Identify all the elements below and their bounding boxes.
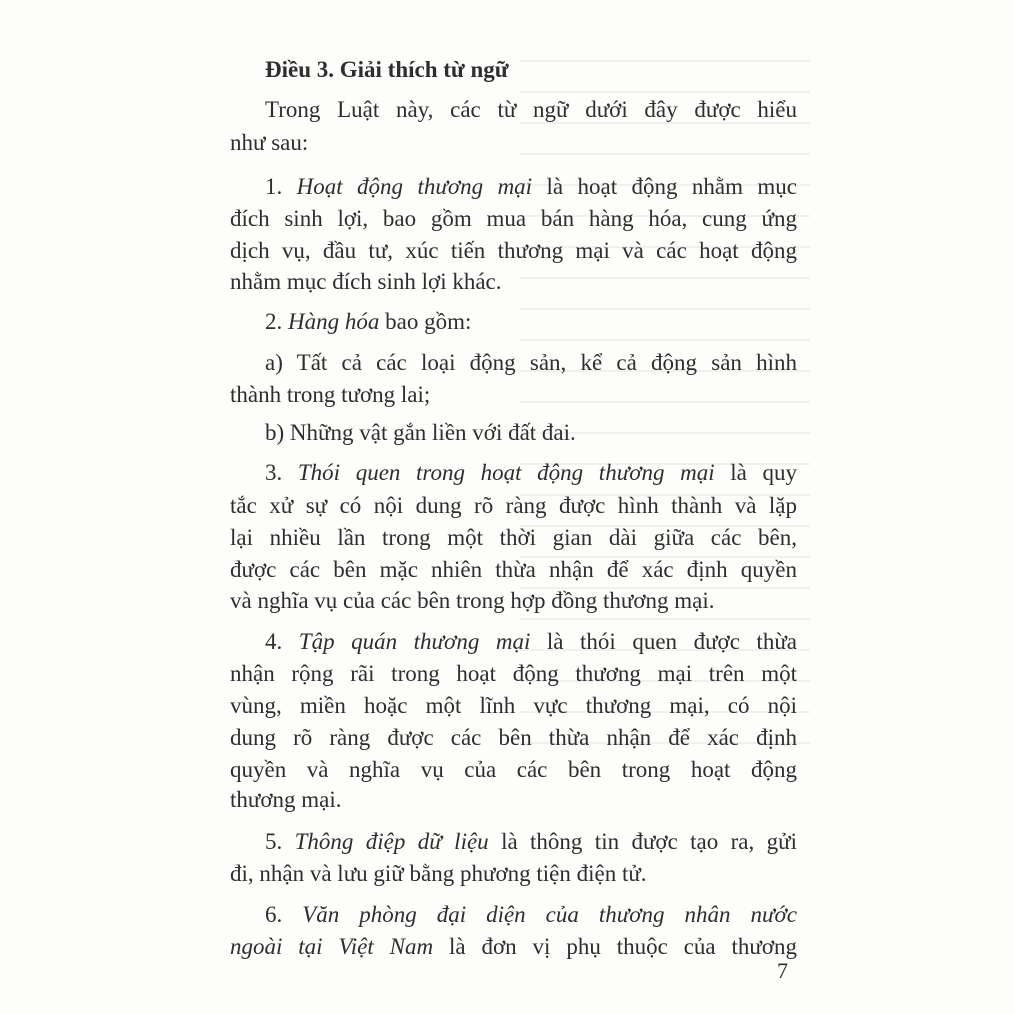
defined-term: Văn phòng đại diện của thương nhân nước bbox=[302, 902, 797, 927]
text-segment: là hoạt động nhằm mục bbox=[532, 174, 797, 199]
defined-term: Thói quen trong hoạt động thương mại bbox=[297, 460, 715, 485]
text-segment: 2. bbox=[265, 309, 288, 334]
text-segment: là quy bbox=[714, 460, 797, 485]
text-segment: đích sinh lợi, bao gồm mua bán hàng hóa, cung ứng bbox=[230, 206, 797, 231]
text-line bbox=[265, 627, 797, 657]
text-line bbox=[265, 95, 797, 125]
text-segment: lại nhiều lần trong một thời gian dài giữa các bên, bbox=[230, 525, 797, 550]
text-line bbox=[230, 523, 797, 553]
text-segment: là đơn vị phụ thuộc của thương bbox=[433, 934, 797, 959]
text-segment: Trong Luật này, các từ ngữ dưới đây được hiểu bbox=[265, 97, 797, 122]
defined-term: Thông điệp dữ liệu bbox=[294, 829, 489, 854]
defined-term: Hoạt động thương mại bbox=[296, 174, 533, 199]
text-line bbox=[230, 691, 797, 721]
text-line bbox=[265, 900, 797, 930]
text-line bbox=[230, 659, 797, 689]
text-segment: tắc xử sự có nội dung rõ ràng được hình thành và lặp bbox=[230, 493, 797, 518]
text-segment: như sau: bbox=[230, 130, 309, 155]
article-heading bbox=[265, 55, 797, 85]
text-segment: a) Tất cả các loại động sản, kể cả động sản hình bbox=[265, 350, 797, 375]
text-segment: quyền và nghĩa vụ của các bên trong hoạt động bbox=[230, 757, 797, 782]
text-line bbox=[265, 348, 797, 378]
text-line bbox=[230, 380, 797, 410]
text-segment: 4. bbox=[265, 629, 299, 654]
text-segment: Điều 3. Giải thích từ ngữ bbox=[265, 57, 509, 82]
text-segment: vùng, miền hoặc một lĩnh vực thương mại, có nội bbox=[230, 693, 797, 718]
text-segment: và nghĩa vụ của các bên trong hợp đồng thương mại. bbox=[230, 588, 715, 613]
defined-term: ngoài tại Việt Nam bbox=[230, 934, 434, 959]
text-line bbox=[230, 491, 797, 521]
text-segment: được các bên mặc nhiên thừa nhận để xác định quyền bbox=[230, 557, 797, 582]
defined-term: Hàng hóa bbox=[288, 309, 380, 334]
text-segment: 3. bbox=[265, 460, 298, 485]
text-line bbox=[230, 859, 797, 889]
text-segment: 6. bbox=[265, 902, 303, 927]
text-segment: đi, nhận và lưu giữ bằng phương tiện điện tử. bbox=[230, 861, 647, 886]
text-segment: thành trong tương lai; bbox=[230, 382, 431, 407]
text-line bbox=[230, 723, 797, 753]
text-line bbox=[230, 128, 797, 158]
text-segment: dịch vụ, đầu tư, xúc tiến thương mại và các hoạt động bbox=[230, 238, 797, 263]
text-segment: dung rõ ràng được các bên thừa nhận để xác định bbox=[230, 725, 797, 750]
text-line bbox=[265, 172, 797, 202]
text-line bbox=[265, 307, 797, 337]
text-segment: nhằm mục đích sinh lợi khác. bbox=[230, 269, 502, 294]
defined-term: Tập quán thương mại bbox=[298, 629, 531, 654]
text-segment: bao gồm: bbox=[379, 309, 472, 334]
text-line bbox=[230, 555, 797, 585]
text-segment: nhận rộng rãi trong hoạt động thương mại trên một bbox=[230, 661, 797, 686]
text-line bbox=[230, 586, 797, 616]
text-segment: là thông tin được tạo ra, gửi bbox=[488, 829, 797, 854]
text-line bbox=[265, 827, 797, 857]
text-line bbox=[265, 458, 797, 488]
page-number: 7 bbox=[777, 958, 788, 983]
text-segment: 1. bbox=[265, 174, 297, 199]
text-segment: là thói quen được thừa bbox=[530, 629, 797, 654]
text-line bbox=[230, 755, 797, 785]
text-segment: 5. bbox=[265, 829, 295, 854]
text-line bbox=[230, 236, 797, 266]
text-line bbox=[265, 418, 797, 448]
text-line bbox=[230, 267, 797, 297]
text-segment: b) Những vật gắn liền với đất đai. bbox=[265, 420, 576, 445]
text-line bbox=[230, 785, 797, 815]
text-line bbox=[230, 204, 797, 234]
text-segment: thương mại. bbox=[230, 787, 342, 812]
text-line bbox=[230, 932, 797, 962]
